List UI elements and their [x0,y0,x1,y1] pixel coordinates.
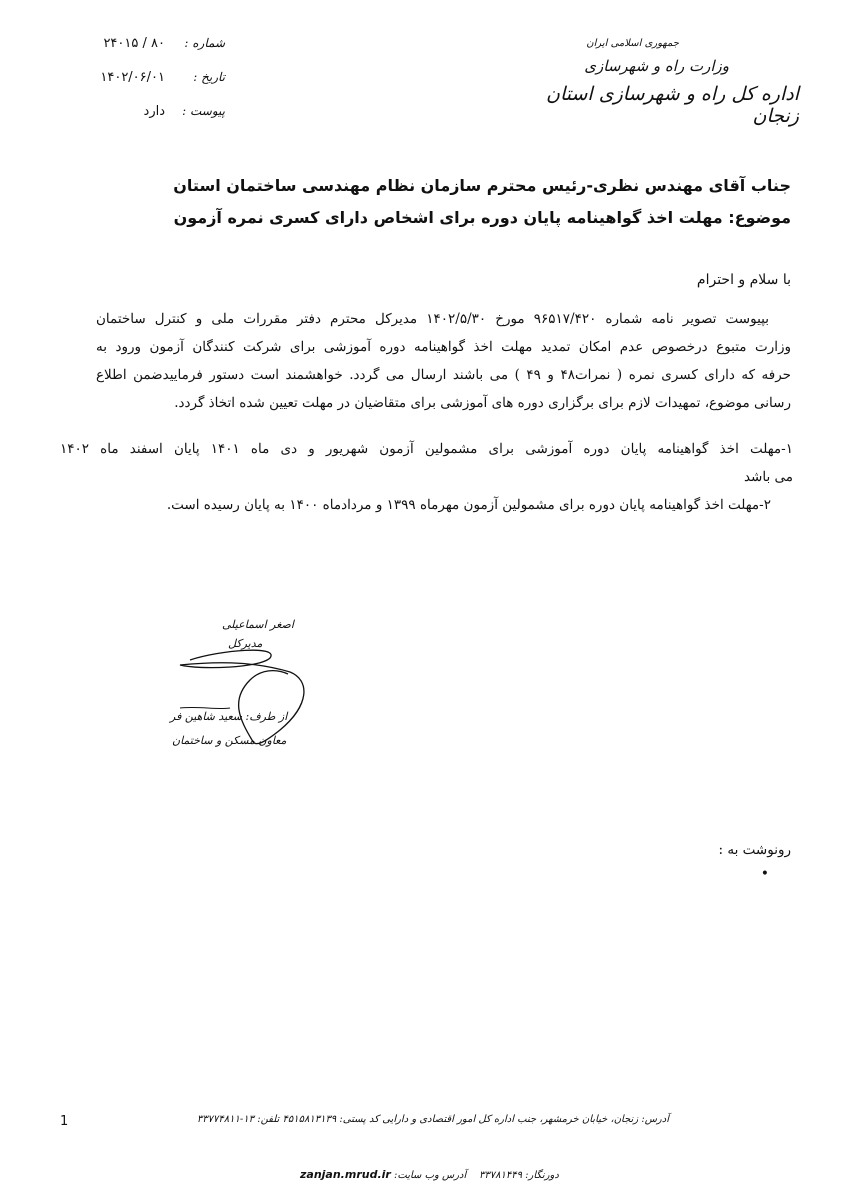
item-1-line-1: ۱-مهلت اخذ گواهینامه پایان دوره آموزشی برای مشمولین آزمون شهریور و دی ماه ۱۴۰۱ پایان اسفند ماه ۱۴۰۲ [60,441,793,457]
page-number: 1 [60,1114,69,1129]
number-value: ۸۰ / ۲۴۰۱۵ [103,36,165,51]
body-line: وزارت متبوع درخصوص عدم امکان تمدید مهلت اخذ گواهینامه دوره آموزشی برای شرکت کنندگان آزمون ورود به [96,339,791,355]
letterhead [499,38,799,127]
letterhead-country: جمهوری اسلامی ایران [586,38,679,49]
number-row [55,36,225,70]
letter-items [60,435,793,519]
body-line: بپیوست تصویر نامه شماره ۹۶۵۱۷/۴۲۰ مورخ ۱۴۰۲/۵/۳۰ مدیرکل محترم دفتر مقررات ملی و کنترل ساختمان [96,311,769,327]
date-value: ۱۴۰۲/۰۶/۰۱ [100,70,165,85]
subject: موضوع: مهلت اخذ گواهینامه پایان دوره برای اشخاص دارای کسری نمره آزمون [173,208,791,227]
signer-title: مدیرکل [228,637,263,650]
number-label: شماره : [184,36,225,50]
letter-body [96,305,791,417]
greeting: با سلام و احترام [696,272,791,288]
attachment-value: دارد [143,104,165,119]
cc-bullet: • [760,866,769,882]
cc-label: رونوشت به : [718,842,791,858]
letterhead-ministry: وزارت راه و شهرسازی [584,57,729,75]
attachment-label: پیوست : [182,104,225,118]
letterhead-department: اداره کل راه و شهرسازی استان زنجان [546,83,799,127]
deputy-title: معاون مسکن و ساختمان [172,734,287,747]
addressee: جناب آقای مهندس نظری-رئیس محترم سازمان نظام مهندسی ساختمان استان [173,176,791,195]
item-1-line-2: می باشد [743,469,793,485]
body-line: حرفه که دارای کسری نمره ( نمرات۴۸ و ۴۹ ) می باشند ارسال می گردد. خواهشمند است دستور فرماییدضمن اطلاع [96,367,791,383]
attachment-row [55,104,225,138]
footer-contact [300,1168,559,1181]
footer-website-link[interactable]: zanjan.mrud.ir [300,1168,391,1181]
signature-block [160,610,340,760]
letter-meta [55,36,225,138]
item-2: ۲-مهلت اخذ گواهینامه پایان دوره برای مشمولین آزمون مهرماه ۱۳۹۹ و مردادماه ۱۴۰۰ به پایان رسیده است. [166,497,771,513]
footer-website-label: آدرس وب سایت: [394,1170,467,1181]
signer-name: اصغر اسماعیلی [222,618,294,631]
footer-fax: دورنگار: ۳۳۷۸۱۴۴۹ [479,1170,559,1181]
body-line: رسانی موضوع، تمهیدات لازم برای برگزاری دوره های آموزشی برای متقاضیان در مهلت تعیین شده اتخاذ گردد. [174,395,791,411]
deputy-name: از طرف: سعید شاهین فر [170,710,288,723]
date-row [55,70,225,104]
date-label: تاریخ : [193,70,225,84]
footer-address: آدرس: زنجان، خیابان خرمشهر، جنب اداره کل امور اقتصادی و دارایی کد پستی: ۴۵۱۵۸۱۳۱۳۹ تلفن: ۱۳-۳۳۷۷۴۸۱۱ [196,1114,669,1125]
